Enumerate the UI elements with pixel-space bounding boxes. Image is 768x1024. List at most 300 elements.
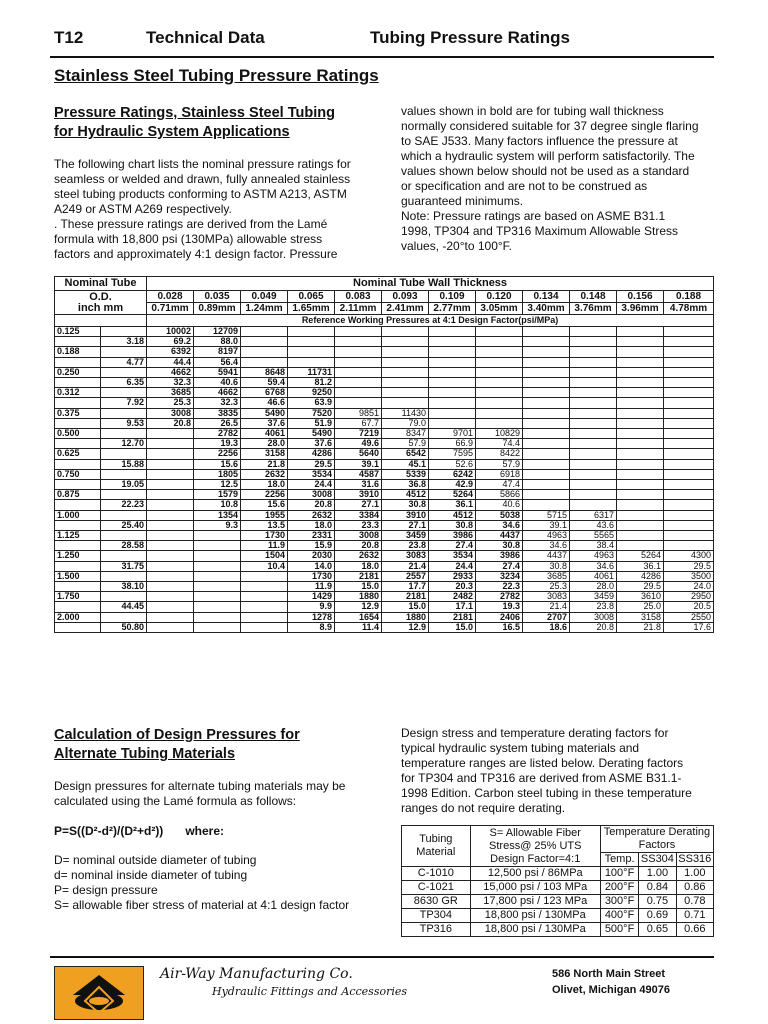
para-line: Design stress and temperature derating factors for [401, 726, 669, 740]
row-inch: 1.250 [55, 551, 101, 561]
pressure-cell: 1504 [241, 551, 288, 561]
pressure-cell: 11430 [382, 408, 429, 418]
wall-thickness-mm: 3.05mm [476, 303, 523, 315]
row-mm [101, 490, 147, 500]
derating-temp: 100°F [600, 867, 638, 881]
pressure-cell: 69.2 [147, 337, 194, 347]
definition-line: P= design pressure [54, 883, 158, 897]
pressure-cell [664, 429, 714, 439]
pressure-cell [664, 510, 714, 520]
pressure-cell: 37.6 [241, 418, 288, 428]
row-inch: 1.000 [55, 510, 101, 520]
pressure-cell: 15.6 [194, 459, 241, 469]
definition-line: d= nominal inside diameter of tubing [54, 868, 248, 882]
pressure-cell: 3534 [288, 469, 335, 479]
pressure-cell [523, 469, 570, 479]
row-mm [101, 612, 147, 622]
pressure-cell [617, 459, 664, 469]
pressure-cell [617, 388, 664, 398]
row-inch: 0.375 [55, 408, 101, 418]
pressure-cell [241, 612, 288, 622]
row-inch [55, 378, 101, 388]
pressure-cell [429, 337, 476, 347]
derating-stress: 17,800 psi / 123 MPa [470, 895, 600, 909]
pressure-cell: 10002 [147, 327, 194, 337]
wall-thickness-in: 0.156 [617, 291, 664, 303]
pressure-cell: 57.9 [476, 459, 523, 469]
para-line: ranges do not require derating. [401, 801, 566, 815]
pressure-cell [147, 490, 194, 500]
company-logo [54, 966, 144, 1020]
pressure-cell: 23.3 [335, 520, 382, 530]
pressure-cell [429, 388, 476, 398]
pressure-cell [664, 388, 714, 398]
pressure-cell [617, 510, 664, 520]
definition-line: S= allowable fiber stress of material at 4:1 design factor [54, 898, 350, 912]
pressure-cell: 12.9 [382, 622, 429, 632]
pressure-cell: 32.3 [194, 398, 241, 408]
wall-thickness-mm: 2.77mm [429, 303, 476, 315]
pressure-cell: 1354 [194, 510, 241, 520]
derating-stress: 12,500 psi / 86MPa [470, 867, 600, 881]
table-row [55, 388, 714, 398]
section2-heading: Calculation of Design Pressures for Alternate Tubing Materials [54, 727, 300, 762]
pressure-cell: 20.3 [429, 582, 476, 592]
pressure-cell [194, 602, 241, 612]
pressure-cell [664, 408, 714, 418]
row-mm [101, 429, 147, 439]
pressure-cell: 15.6 [241, 500, 288, 510]
pressure-cell [194, 622, 241, 632]
pressure-cell: 74.4 [476, 439, 523, 449]
pressure-cell [570, 378, 617, 388]
pressure-cell [617, 449, 664, 459]
pressure-cell: 4512 [429, 510, 476, 520]
pressure-cell [617, 500, 664, 510]
pressure-cell: 2933 [429, 571, 476, 581]
pressure-cell: 9701 [429, 429, 476, 439]
pressure-cell [664, 439, 714, 449]
pressure-cell: 57.9 [382, 439, 429, 449]
pressure-cell [617, 520, 664, 530]
wall-thickness-mm: 1.65mm [288, 303, 335, 315]
para-line: typical hydraulic system tubing materials and [401, 741, 640, 755]
table-row [55, 490, 714, 500]
row-inch: 0.250 [55, 367, 101, 377]
para-line: or specification and are not to be construed as [401, 179, 648, 193]
pressure-cell: 1805 [194, 469, 241, 479]
row-inch: 0.500 [55, 429, 101, 439]
table-row [55, 592, 714, 602]
pressure-cell: 11.9 [241, 541, 288, 551]
pressure-cell [570, 500, 617, 510]
col-nominal-od-h1: Nominal Tube [55, 277, 147, 291]
pressure-cell: 5715 [523, 510, 570, 520]
lame-formula: P=S((D²-d²)/(D²+d²)) where: [54, 824, 224, 838]
derating-f316: 0.66 [676, 923, 713, 937]
pressure-cell: 8422 [476, 449, 523, 459]
row-inch [55, 459, 101, 469]
row-mm [101, 592, 147, 602]
pressure-cell: 45.1 [382, 459, 429, 469]
pressure-cell: 5038 [476, 510, 523, 520]
table-row [55, 347, 714, 357]
row-inch: 2.000 [55, 612, 101, 622]
pressure-cell: 24.0 [664, 582, 714, 592]
pressure-cell [476, 367, 523, 377]
pressure-cell [523, 449, 570, 459]
pressure-cell [335, 388, 382, 398]
table-subheader: Reference Working Pressures at 4:1 Design Factor(psi/MPa) [147, 315, 714, 327]
footer-rule [50, 956, 714, 958]
pressure-cell: 7219 [335, 429, 382, 439]
pressure-cell [476, 378, 523, 388]
wall-thickness-in: 0.148 [570, 291, 617, 303]
pressure-cell: 28.0 [241, 439, 288, 449]
pressure-cell [382, 327, 429, 337]
pressure-cell: 4286 [617, 571, 664, 581]
pressure-cell: 2181 [382, 592, 429, 602]
pressure-cell: 51.9 [288, 418, 335, 428]
pressure-cell: 42.9 [429, 480, 476, 490]
row-mm: 25.40 [101, 520, 147, 530]
pressure-cell [664, 469, 714, 479]
pressure-cell [335, 357, 382, 367]
page-title: Stainless Steel Tubing Pressure Ratings [54, 66, 379, 85]
pressure-cell: 15.9 [288, 541, 335, 551]
der-h-material: Tubing Material [402, 826, 471, 867]
pressure-cell: 17.7 [382, 582, 429, 592]
derating-f316: 0.71 [676, 909, 713, 923]
doc-section: Technical Data [146, 28, 265, 47]
pressure-cell [664, 347, 714, 357]
pressure-cell [335, 378, 382, 388]
derating-table [401, 825, 714, 937]
pressure-cell [664, 541, 714, 551]
pressure-cell: 2707 [523, 612, 570, 622]
derating-row [402, 895, 714, 909]
section1-left-text [54, 157, 374, 262]
pressure-cell [241, 602, 288, 612]
pressure-cell: 27.4 [476, 561, 523, 571]
company-tagline: Hydraulic Fittings and Accessories [212, 985, 408, 998]
pressure-cell [664, 490, 714, 500]
der-h-t: Temp. [600, 853, 638, 867]
pressure-cell: 24.4 [288, 480, 335, 490]
pressure-cell [147, 439, 194, 449]
pressure-cell: 17.6 [664, 622, 714, 632]
row-inch [55, 582, 101, 592]
table-row [55, 469, 714, 479]
row-inch [55, 398, 101, 408]
pressure-cell: 20.8 [570, 622, 617, 632]
pressure-cell [664, 449, 714, 459]
pressure-cell [664, 398, 714, 408]
pressure-cell [664, 459, 714, 469]
der-h-304: SS304 [639, 853, 676, 867]
table-row [55, 500, 714, 510]
pressure-cell [429, 347, 476, 357]
header-rule [50, 56, 714, 58]
pressure-cell: 22.3 [476, 582, 523, 592]
table-row [55, 459, 714, 469]
para-line: guaranteed minimums. [401, 194, 524, 208]
derating-temp: 500°F [600, 923, 638, 937]
pressure-cell: 3008 [288, 490, 335, 500]
pressure-cell: 3534 [429, 551, 476, 561]
pressure-cell: 47.4 [476, 480, 523, 490]
pressure-cell: 30.8 [523, 561, 570, 571]
pressure-cell: 4437 [523, 551, 570, 561]
pressure-cell [335, 347, 382, 357]
pressure-cell [664, 418, 714, 428]
derating-f304: 1.00 [639, 867, 676, 881]
pressure-cell [147, 449, 194, 459]
pressure-cell: 15.0 [429, 622, 476, 632]
pressure-cell: 27.1 [382, 520, 429, 530]
pressure-cell: 5565 [570, 531, 617, 541]
pressure-cell [523, 398, 570, 408]
pressure-cell: 7595 [429, 449, 476, 459]
pressure-cell [147, 541, 194, 551]
pressure-cell: 21.4 [523, 602, 570, 612]
derating-f316: 0.78 [676, 895, 713, 909]
table-row [55, 561, 714, 571]
derating-temp: 300°F [600, 895, 638, 909]
row-mm: 22.23 [101, 500, 147, 510]
pressure-cell: 12.9 [335, 602, 382, 612]
pressure-cell: 4300 [664, 551, 714, 561]
pressure-cell: 10.4 [241, 561, 288, 571]
pressure-cell: 2950 [664, 592, 714, 602]
pressure-cell: 40.6 [194, 378, 241, 388]
pressure-cell: 2181 [429, 612, 476, 622]
pressure-table [54, 276, 714, 633]
row-inch: 0.750 [55, 469, 101, 479]
table-row [55, 520, 714, 530]
pressure-cell: 56.4 [194, 357, 241, 367]
pressure-cell [617, 469, 664, 479]
para-line: 1998 Edition. Carbon steel tubing in these temperature [401, 786, 692, 800]
definition-line: D= nominal outside diameter of tubing [54, 853, 257, 867]
pressure-cell [241, 337, 288, 347]
pressure-cell: 10829 [476, 429, 523, 439]
row-mm: 7.92 [101, 398, 147, 408]
row-inch [55, 337, 101, 347]
pressure-cell: 5339 [382, 469, 429, 479]
pressure-cell: 4512 [382, 490, 429, 500]
pressure-cell [476, 388, 523, 398]
wall-thickness-in: 0.093 [382, 291, 429, 303]
para-line: temperature ranges are listed below. Derating factors [401, 756, 684, 770]
pressure-cell: 18.0 [335, 561, 382, 571]
derating-stress: 15,000 psi / 103 MPa [470, 881, 600, 895]
pressure-cell: 3008 [147, 408, 194, 418]
pressure-cell: 63.9 [288, 398, 335, 408]
table-row [55, 408, 714, 418]
pressure-cell [664, 480, 714, 490]
address-line-1: 586 North Main Street [552, 968, 666, 980]
pressure-cell: 1579 [194, 490, 241, 500]
row-inch [55, 561, 101, 571]
row-mm: 38.10 [101, 582, 147, 592]
derating-f316: 0.86 [676, 881, 713, 895]
pressure-cell [288, 347, 335, 357]
pressure-cell [147, 551, 194, 561]
row-inch [55, 500, 101, 510]
pressure-cell [288, 357, 335, 367]
pressure-cell: 3500 [664, 571, 714, 581]
pressure-cell [570, 469, 617, 479]
pressure-cell: 3158 [241, 449, 288, 459]
pressure-cell: 8347 [382, 429, 429, 439]
para-line: 1998, TP304 and TP316 Maximum Allowable Stress [401, 224, 679, 238]
pressure-cell [194, 561, 241, 571]
table-row [55, 449, 714, 459]
pressure-cell: 59.4 [241, 378, 288, 388]
row-inch: 1.750 [55, 592, 101, 602]
wall-thickness-in: 0.065 [288, 291, 335, 303]
pressure-cell: 9.9 [288, 602, 335, 612]
pressure-cell [147, 459, 194, 469]
pressure-cell: 20.8 [147, 418, 194, 428]
para-line: The following chart lists the nominal pressure ratings for [54, 157, 351, 171]
pressure-cell: 4963 [570, 551, 617, 561]
pressure-cell: 8648 [241, 367, 288, 377]
pressure-cell: 8.9 [288, 622, 335, 632]
pressure-cell: 12.5 [194, 480, 241, 490]
row-mm: 19.05 [101, 480, 147, 490]
pressure-cell: 4286 [288, 449, 335, 459]
pressure-cell: 16.5 [476, 622, 523, 632]
pressure-cell [617, 541, 664, 551]
section1-heading: Pressure Ratings, Stainless Steel Tubing for Hydraulic System Applications [54, 105, 335, 140]
wall-thickness-mm: 3.96mm [617, 303, 664, 315]
row-inch: 0.312 [55, 388, 101, 398]
pressure-cell: 9250 [288, 388, 335, 398]
wall-thickness-mm: 2.41mm [382, 303, 429, 315]
row-mm: 15.88 [101, 459, 147, 469]
pressure-cell [664, 337, 714, 347]
pressure-cell: 36.8 [382, 480, 429, 490]
table-row [55, 622, 714, 632]
pressure-cell [241, 571, 288, 581]
pressure-cell: 30.8 [476, 541, 523, 551]
company-name: Air-Way Manufacturing Co. [160, 966, 353, 982]
para-line: A249 or ASTM A269 respectively. [54, 202, 232, 216]
table-row [55, 418, 714, 428]
row-mm [101, 531, 147, 541]
pressure-cell [147, 480, 194, 490]
row-inch [55, 480, 101, 490]
table-row [55, 439, 714, 449]
pressure-cell: 1730 [288, 571, 335, 581]
derating-temp: 200°F [600, 881, 638, 895]
row-mm [101, 408, 147, 418]
pressure-cell [664, 367, 714, 377]
pressure-cell [147, 510, 194, 520]
pressure-cell [241, 327, 288, 337]
pressure-cell: 3008 [335, 531, 382, 541]
pressure-cell [664, 357, 714, 367]
table-row [55, 429, 714, 439]
row-inch [55, 541, 101, 551]
pressure-cell: 1654 [335, 612, 382, 622]
pressure-cell: 1429 [288, 592, 335, 602]
pressure-cell [147, 561, 194, 571]
para-line: . These pressure ratings are derived from the Lamé [54, 217, 328, 231]
row-inch: 1.500 [55, 571, 101, 581]
wall-thickness-in: 0.188 [664, 291, 714, 303]
pressure-cell: 3459 [382, 531, 429, 541]
table-row [55, 367, 714, 377]
row-inch [55, 622, 101, 632]
pressure-cell: 18.0 [241, 480, 288, 490]
pressure-cell: 4963 [523, 531, 570, 541]
row-mm: 6.35 [101, 378, 147, 388]
pressure-cell [476, 357, 523, 367]
pressure-cell: 88.0 [194, 337, 241, 347]
pressure-cell [523, 388, 570, 398]
col-nominal-od-h2: O.D. inch mm [55, 291, 147, 315]
pressure-cell [617, 429, 664, 439]
pressure-cell: 3910 [382, 510, 429, 520]
derating-mat: C-1021 [402, 881, 471, 895]
pressure-cell: 6768 [241, 388, 288, 398]
pressure-cell [523, 408, 570, 418]
pressure-cell: 6242 [429, 469, 476, 479]
wall-thickness-in: 0.028 [147, 291, 194, 303]
pressure-cell: 52.6 [429, 459, 476, 469]
pressure-cell: 2557 [382, 571, 429, 581]
pressure-cell: 40.6 [476, 500, 523, 510]
row-mm: 50.80 [101, 622, 147, 632]
pressure-cell [147, 582, 194, 592]
pressure-cell: 5490 [241, 408, 288, 418]
pressure-cell [523, 367, 570, 377]
pressure-cell: 5264 [617, 551, 664, 561]
para-line: normally considered suitable for 37 degree single flaring [401, 119, 699, 133]
para-line: values shown below should not be used as a standard [401, 164, 690, 178]
derating-row [402, 867, 714, 881]
der-h-stress: S= Allowable Fiber Stress@ 25% UTS Design Factor=4:1 [470, 826, 600, 867]
pressure-cell [147, 520, 194, 530]
wall-thickness-mm: 0.71mm [147, 303, 194, 315]
pressure-cell: 66.9 [429, 439, 476, 449]
pressure-cell: 4662 [147, 367, 194, 377]
pressure-cell: 20.8 [288, 500, 335, 510]
pressure-cell: 34.6 [570, 561, 617, 571]
derating-f304: 0.65 [639, 923, 676, 937]
pressure-cell: 25.3 [523, 582, 570, 592]
pressure-cell: 3986 [429, 531, 476, 541]
formula-definitions [54, 853, 384, 913]
row-inch: 0.188 [55, 347, 101, 357]
para-line: values shown in bold are for tubing wall thickness [401, 104, 664, 118]
pressure-cell: 3910 [335, 490, 382, 500]
table-row [55, 327, 714, 337]
pressure-cell: 32.3 [147, 378, 194, 388]
para-line: factors and approximately 4:1 design factor. Pressure [54, 247, 338, 261]
pressure-cell: 19.3 [476, 602, 523, 612]
pressure-cell: 2256 [241, 490, 288, 500]
pressure-cell [664, 500, 714, 510]
row-inch [55, 357, 101, 367]
pressure-cell [241, 582, 288, 592]
pressure-cell [617, 327, 664, 337]
pressure-cell: 4061 [570, 571, 617, 581]
pressure-cell: 28.0 [570, 582, 617, 592]
